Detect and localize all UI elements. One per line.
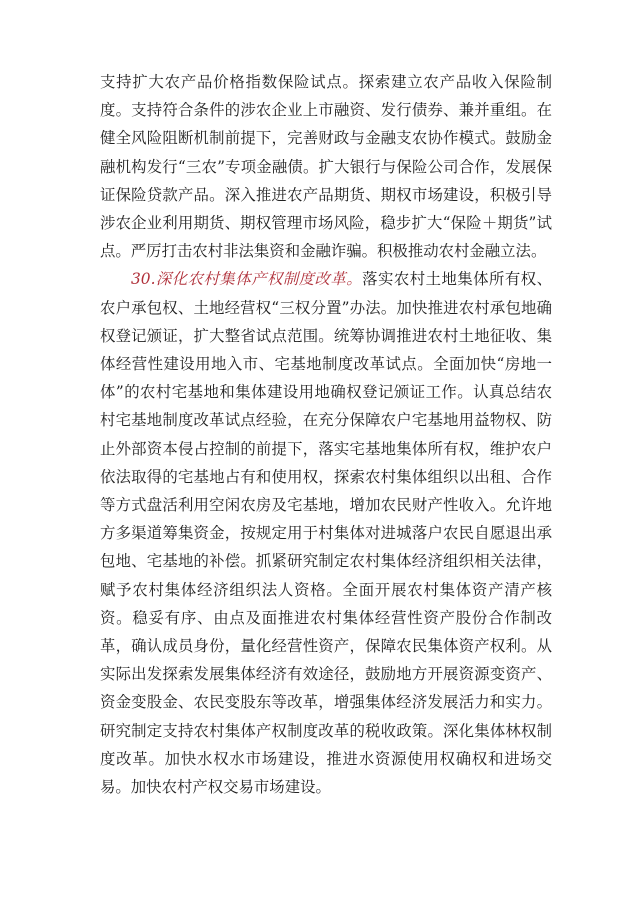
paragraph-finance — [100, 68, 552, 265]
section-heading: 30.深化农村集体产权制度改革。 — [131, 270, 363, 289]
paragraph-collective-property-reform — [100, 265, 552, 801]
paragraph-text: 支持扩大农产品价格指数保险试点。探索建立农产品收入保险制度。支持符合条件的涉农企业上市融资、发行债券、兼并重组。在健全风险阻断机制前提下，完善财政与金融支农协作模式。鼓励金融机构发行“三农”专项金融债。扩大银行与保险公司合作，发展保证保险贷款产品。深入推进农产品期货、期权市场建设，积极引导涉农企业利用期货、期权管理市场风险，稳步扩大“保险＋期货”试点。严厉打击农村非法集资和金融诈骗。积极推动农村金融立法。 — [100, 73, 552, 261]
document-page — [100, 68, 552, 801]
paragraph-text: 落实农村土地集体所有权、农户承包权、土地经营权“三权分置”办法。加快推进农村承包地确权登记颁证，扩大整省试点范围。统筹协调推进农村土地征收、集体经营性建设用地入市、宅基地制度改革试点。全面加快“房地一体”的农村宅基地和集体建设用地确权登记颁证工作。认真总结农村宅基地制度改革试点经验，在充分保障农户宅基地用益物权、防止外部资本侵占控制的前提下，落实宅基地集体所有权，维护农户依法取得的宅基地占有和使用权，探索农村集体组织以出租、合作等方式盘活利用空闲农房及宅基地，增加农民财产性收入。允许地方多渠道筹集资金，按规定用于村集体对进城落户农民自愿退出承包地、宅基地的补偿。抓紧研究制定农村集体经济组织相关法律，赋予农村集体经济组织法人资格。全面开展农村集体资产清产核资。稳妥有序、由点及面推进农村集体经营性资产股份合作制改革，确认成员身份，量化经营性资产，保障农民集体资产权利。从实际出发探索发展集体经济有效途径，鼓励地方开展资源变资产、资金变股金、农民变股东等改革，增强集体经济发展活力和实力。研究制定支持农村集体产权制度改革的税收政策。深化集体林权制度改革。加快水权水市场建设，推进水资源使用权确权和进场交易。加快农村产权交易市场建设。 — [100, 270, 552, 797]
